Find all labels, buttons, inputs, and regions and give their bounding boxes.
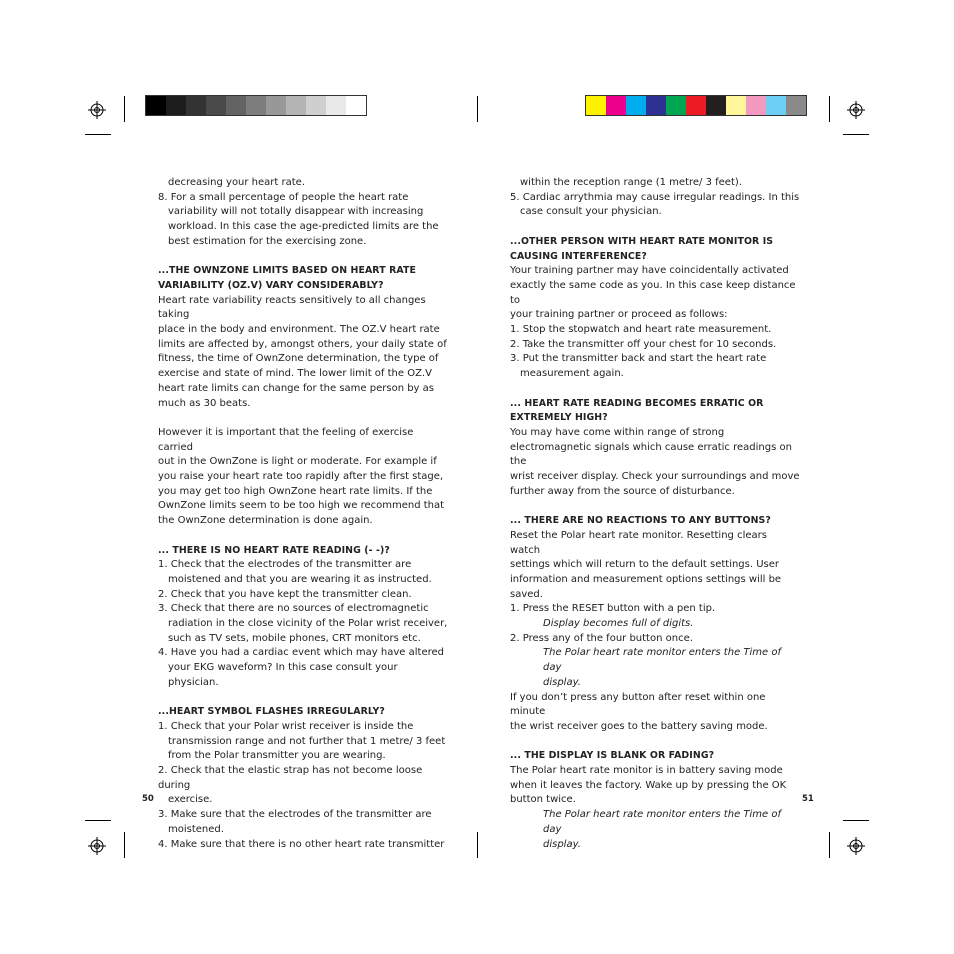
text-line: exactly the same code as you. In this case keep distance to xyxy=(510,279,796,306)
section-heading: ... THERE ARE NO REACTIONS TO ANY BUTTONS? xyxy=(510,515,771,527)
text-line: However it is important that the feeling of exercise carried xyxy=(158,426,414,453)
color-swatch xyxy=(146,96,166,115)
text-line: best estimation for the exercising zone. xyxy=(168,235,367,247)
list-item: 3. Make sure that the electrodes of the transmitter are xyxy=(158,809,432,821)
text-line: OwnZone limits seem to be too high we recommend that xyxy=(158,500,445,512)
text-line: You may have come within range of strong xyxy=(510,426,725,438)
text-line: from the Polar transmitter you are wearing. xyxy=(168,750,386,762)
italic-note: display. xyxy=(543,838,581,850)
section-heading: EXTREMELY HIGH? xyxy=(510,412,608,424)
text-line: electromagnetic signals which cause erratic readings on the xyxy=(510,441,792,468)
text-line: saved. xyxy=(510,588,543,600)
grayscale-color-bar xyxy=(145,95,367,116)
color-swatch xyxy=(666,96,686,115)
text-line: case consult your physician. xyxy=(520,206,662,218)
registration-mark-bottom-right-icon xyxy=(847,837,865,855)
text-line: out in the OwnZone is light or moderate. For example if xyxy=(158,456,437,468)
list-item: 3. Put the transmitter back and start the heart rate xyxy=(510,353,767,365)
section-heading: VARIABILITY (OZ.V) VARY CONSIDERABLY? xyxy=(158,279,384,291)
list-item: 2. Take the transmitter off your chest for 10 seconds. xyxy=(510,338,777,350)
process-color-bar xyxy=(585,95,807,116)
italic-note: The Polar heart rate monitor enters the Time of day xyxy=(543,809,781,835)
text-line: fitness, the time of OwnZone determination, the type of xyxy=(158,353,439,365)
text-line: limits are affected by, amongst others, your daily state of xyxy=(158,338,447,350)
section-heading: CAUSING INTERFERENCE? xyxy=(510,250,647,262)
text-line: variability will not totally disappear with increasing xyxy=(168,206,424,218)
color-swatch xyxy=(746,96,766,115)
list-item: 1. Check that the electrodes of the transmitter are xyxy=(158,559,412,571)
text-line: moistened. xyxy=(168,823,224,835)
color-swatch xyxy=(646,96,666,115)
italic-note: The Polar heart rate monitor enters the Time of day xyxy=(543,647,781,674)
page-number-left: 50 xyxy=(142,794,154,804)
text-line: wrist receiver display. Check your surroundings and move xyxy=(510,471,800,483)
color-swatch xyxy=(606,96,626,115)
text-line: the wrist receiver goes to the battery saving mode. xyxy=(510,720,768,732)
registration-mark-top-left-icon xyxy=(88,101,106,119)
color-swatch xyxy=(766,96,786,115)
list-item: 2. Press any of the four button once. xyxy=(510,632,693,644)
list-item: 1. Stop the stopwatch and heart rate measurement. xyxy=(510,324,772,336)
color-swatch xyxy=(786,96,806,115)
color-swatch xyxy=(706,96,726,115)
color-swatch xyxy=(286,96,306,115)
text-line: transmission range and not further that 1 metre/ 3 feet xyxy=(168,735,446,747)
text-line: exercise and state of mind. The lower limit of the OZ.V xyxy=(158,368,432,380)
text-line: exercise. xyxy=(168,794,213,806)
color-swatch xyxy=(306,96,326,115)
section-heading: ... THERE IS NO HEART RATE READING (- -)? xyxy=(158,544,390,556)
text-line: your EKG waveform? In this case consult your physician. xyxy=(168,662,398,688)
text-line: measurement again. xyxy=(520,368,624,380)
text-line: much as 30 beats. xyxy=(158,397,251,409)
text-line: when it leaves the factory. Wake up by pressing the OK xyxy=(510,779,787,791)
italic-note: Display becomes full of digits. xyxy=(543,618,694,630)
list-item: 5. Cardiac arrythmia may cause irregular readings. In this xyxy=(510,191,800,203)
list-item: 8. For a small percentage of people the heart rate xyxy=(158,191,409,203)
color-swatch xyxy=(346,96,366,115)
text-line: If you don’t press any button after reset within one minute xyxy=(510,691,766,718)
color-swatch xyxy=(326,96,346,115)
text-line: further away from the source of disturbance. xyxy=(510,485,735,497)
color-swatch xyxy=(686,96,706,115)
text-line: such as TV sets, mobile phones, CRT monitors etc. xyxy=(168,632,421,644)
section-heading: ...OTHER PERSON WITH HEART RATE MONITOR IS xyxy=(510,235,774,247)
list-item: 3. Check that there are no sources of electromagnetic xyxy=(158,603,429,615)
text-line: you may get too high OwnZone heart rate limits. If the xyxy=(158,485,433,497)
text-line: The Polar heart rate monitor is in battery saving mode xyxy=(510,765,783,777)
text-line: Heart rate variability reacts sensitively to all changes taking xyxy=(158,294,426,321)
text-line: decreasing your heart rate. xyxy=(168,177,306,188)
text-line: button twice. xyxy=(510,794,576,806)
registration-mark-bottom-left-icon xyxy=(88,837,106,855)
color-swatch xyxy=(586,96,606,115)
color-swatch xyxy=(166,96,186,115)
list-item: 4. Have you had a cardiac event which may have altered xyxy=(158,647,444,659)
text-line: the OwnZone determination is done again. xyxy=(158,515,373,527)
text-line: you raise your heart rate too rapidly after the first stage, xyxy=(158,471,444,483)
text-line: radiation in the close vicinity of the Polar wrist receiver, xyxy=(168,618,448,630)
color-swatch xyxy=(206,96,226,115)
italic-note: display. xyxy=(543,676,581,688)
color-swatch xyxy=(266,96,286,115)
text-line: Reset the Polar heart rate monitor. Resetting clears watch xyxy=(510,529,767,556)
section-heading: ... HEART RATE READING BECOMES ERRATIC OR xyxy=(510,397,764,409)
color-swatch xyxy=(246,96,266,115)
section-heading: ... THE DISPLAY IS BLANK OR FADING? xyxy=(510,750,715,762)
section-heading: ...HEART SYMBOL FLASHES IRREGULARLY? xyxy=(158,706,385,718)
color-swatch xyxy=(626,96,646,115)
text-line: your training partner or proceed as follows: xyxy=(510,309,728,321)
section-heading: ...THE OWNZONE LIMITS BASED ON HEART RATE xyxy=(158,265,417,277)
list-item: 1. Press the RESET button with a pen tip. xyxy=(510,603,716,615)
text-line: workload. In this case the age-predicted limits are the xyxy=(168,221,439,233)
text-line: moistened and that you are wearing it as instructed. xyxy=(168,573,432,585)
list-item: 2. Check that the elastic strap has not become loose during xyxy=(158,765,423,791)
color-swatch xyxy=(226,96,246,115)
registration-mark-top-right-icon xyxy=(847,101,865,119)
text-line: Your training partner may have coincidentally activated xyxy=(510,265,789,277)
right-page-column xyxy=(510,176,800,852)
text-line: settings which will return to the default settings. User xyxy=(510,559,780,571)
list-item: 2. Check that you have kept the transmitter clean. xyxy=(158,588,412,600)
text-line: heart rate limits can change for the same person by as xyxy=(158,382,434,394)
page-number-right: 51 xyxy=(802,794,814,804)
color-swatch xyxy=(186,96,206,115)
list-item: 1. Check that your Polar wrist receiver is inside the xyxy=(158,720,414,732)
left-page-column xyxy=(158,176,448,852)
text-line: place in the body and environment. The OZ.V heart rate xyxy=(158,324,440,336)
text-line: within the reception range (1 metre/ 3 feet). xyxy=(520,177,742,188)
text-line: information and measurement options settings will be xyxy=(510,573,782,585)
color-swatch xyxy=(726,96,746,115)
list-item: 4. Make sure that there is no other heart rate transmitter xyxy=(158,838,445,850)
